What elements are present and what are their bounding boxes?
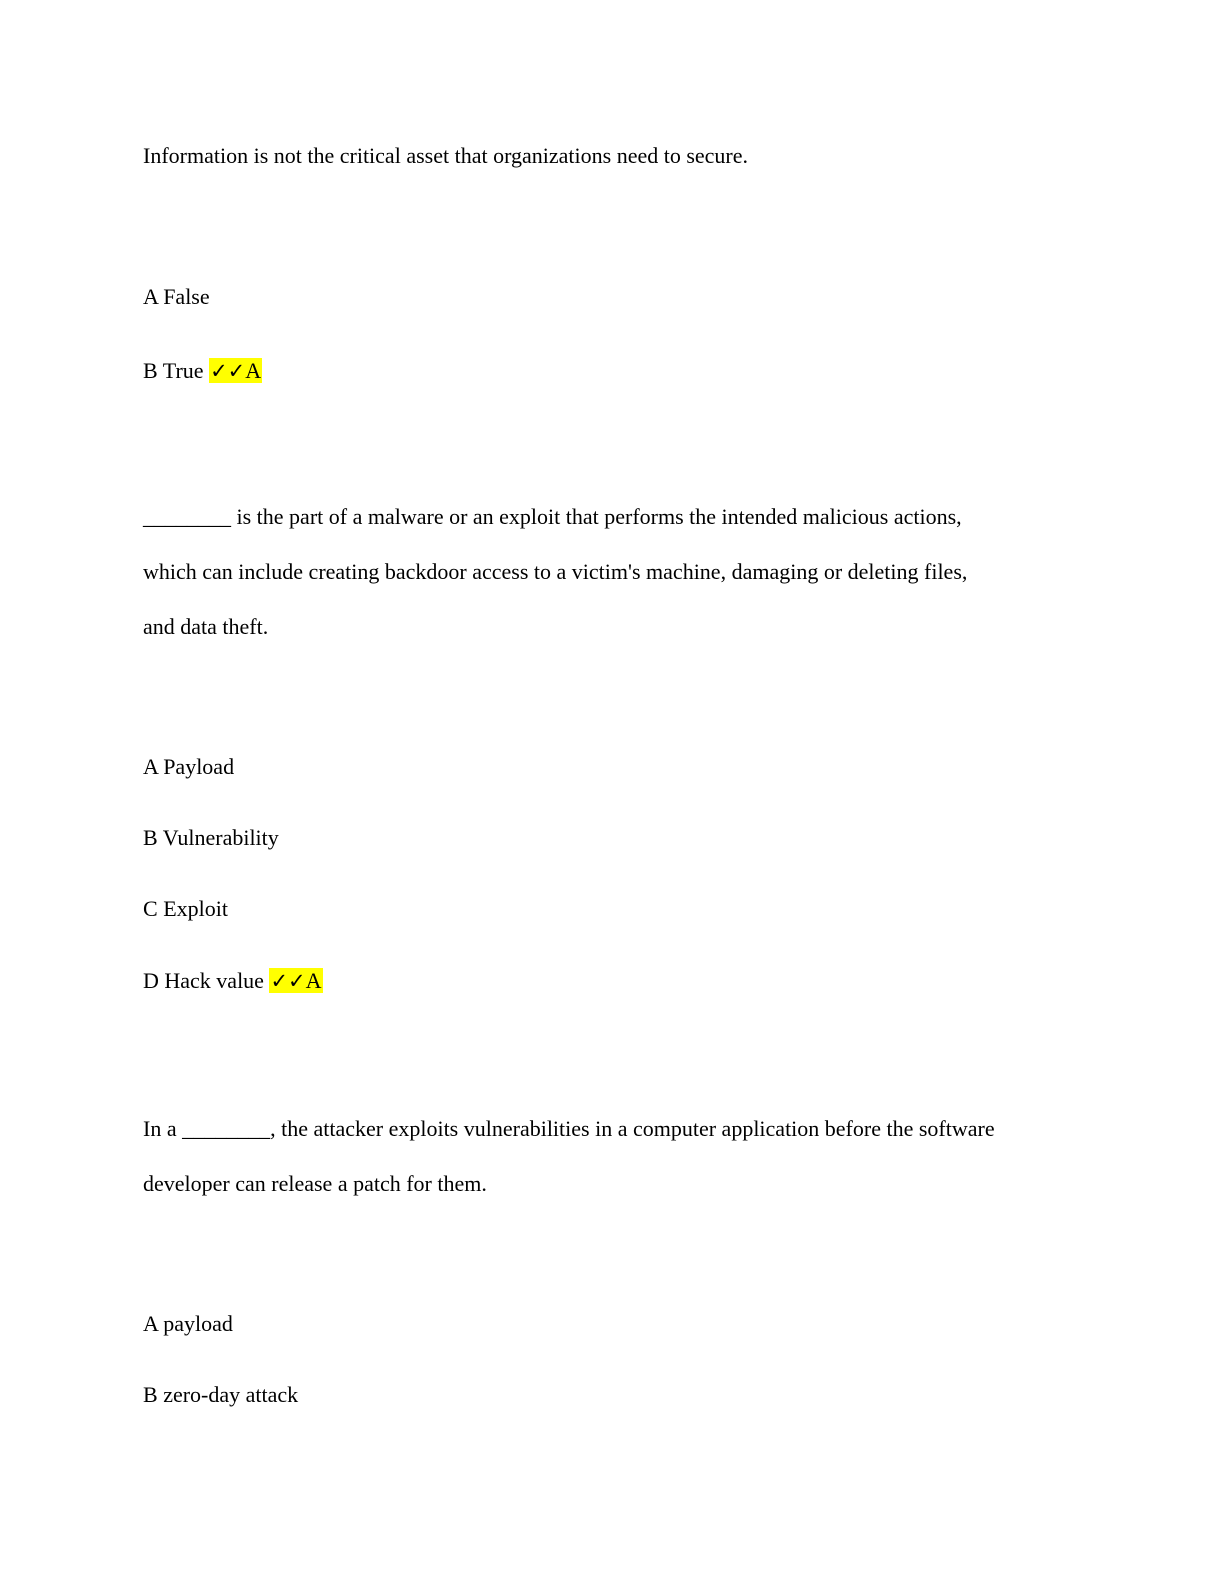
option-letter: B	[143, 825, 158, 850]
option-letter: A	[143, 1311, 158, 1336]
option-text: False	[163, 284, 210, 309]
option-letter: C	[143, 896, 158, 921]
option-text: Payload	[163, 754, 235, 779]
question-2-stem-line-1: ________ is the part of a malware or an exploit that performs the intended malicious actions,	[143, 504, 962, 529]
option-letter: B	[143, 358, 158, 383]
question-2-option-d	[143, 968, 323, 994]
question-1-stem-line-1: Information is not the critical asset that organizations need to secure.	[143, 143, 749, 168]
option-text: Exploit	[163, 896, 228, 921]
question-3-option-a	[143, 1311, 233, 1337]
question-2-option-a	[143, 754, 234, 780]
answer-letter: A	[305, 968, 322, 993]
question-3-option-b	[143, 1382, 298, 1408]
question-3-stem-line-2: developer can release a patch for them.	[143, 1171, 487, 1196]
question-1-option-b	[143, 358, 262, 384]
question-2-option-c	[143, 896, 228, 922]
option-text: Vulnerability	[162, 825, 279, 850]
question-2-stem-line-2: which can include creating backdoor access to a victim's machine, damaging or deleting files,	[143, 559, 968, 584]
question-1-option-a	[143, 284, 210, 310]
option-text: Hack value	[164, 968, 264, 993]
option-letter: A	[143, 284, 158, 309]
option-letter: B	[143, 1382, 158, 1407]
answer-letter: A	[245, 358, 262, 383]
option-text: True	[162, 358, 204, 383]
double-check-icon: ✓✓	[210, 359, 246, 383]
answer-highlight	[209, 358, 262, 383]
option-letter: D	[143, 968, 159, 993]
double-check-icon: ✓✓	[270, 969, 306, 993]
question-2-stem-line-3: and data theft.	[143, 614, 269, 639]
option-text: payload	[163, 1311, 233, 1336]
question-3-stem-line-1: In a ________, the attacker exploits vulnerabilities in a computer application before the software	[143, 1116, 995, 1141]
question-2-option-b	[143, 825, 279, 851]
option-letter: A	[143, 754, 158, 779]
answer-highlight	[269, 968, 322, 993]
option-text: zero-day attack	[163, 1382, 299, 1407]
